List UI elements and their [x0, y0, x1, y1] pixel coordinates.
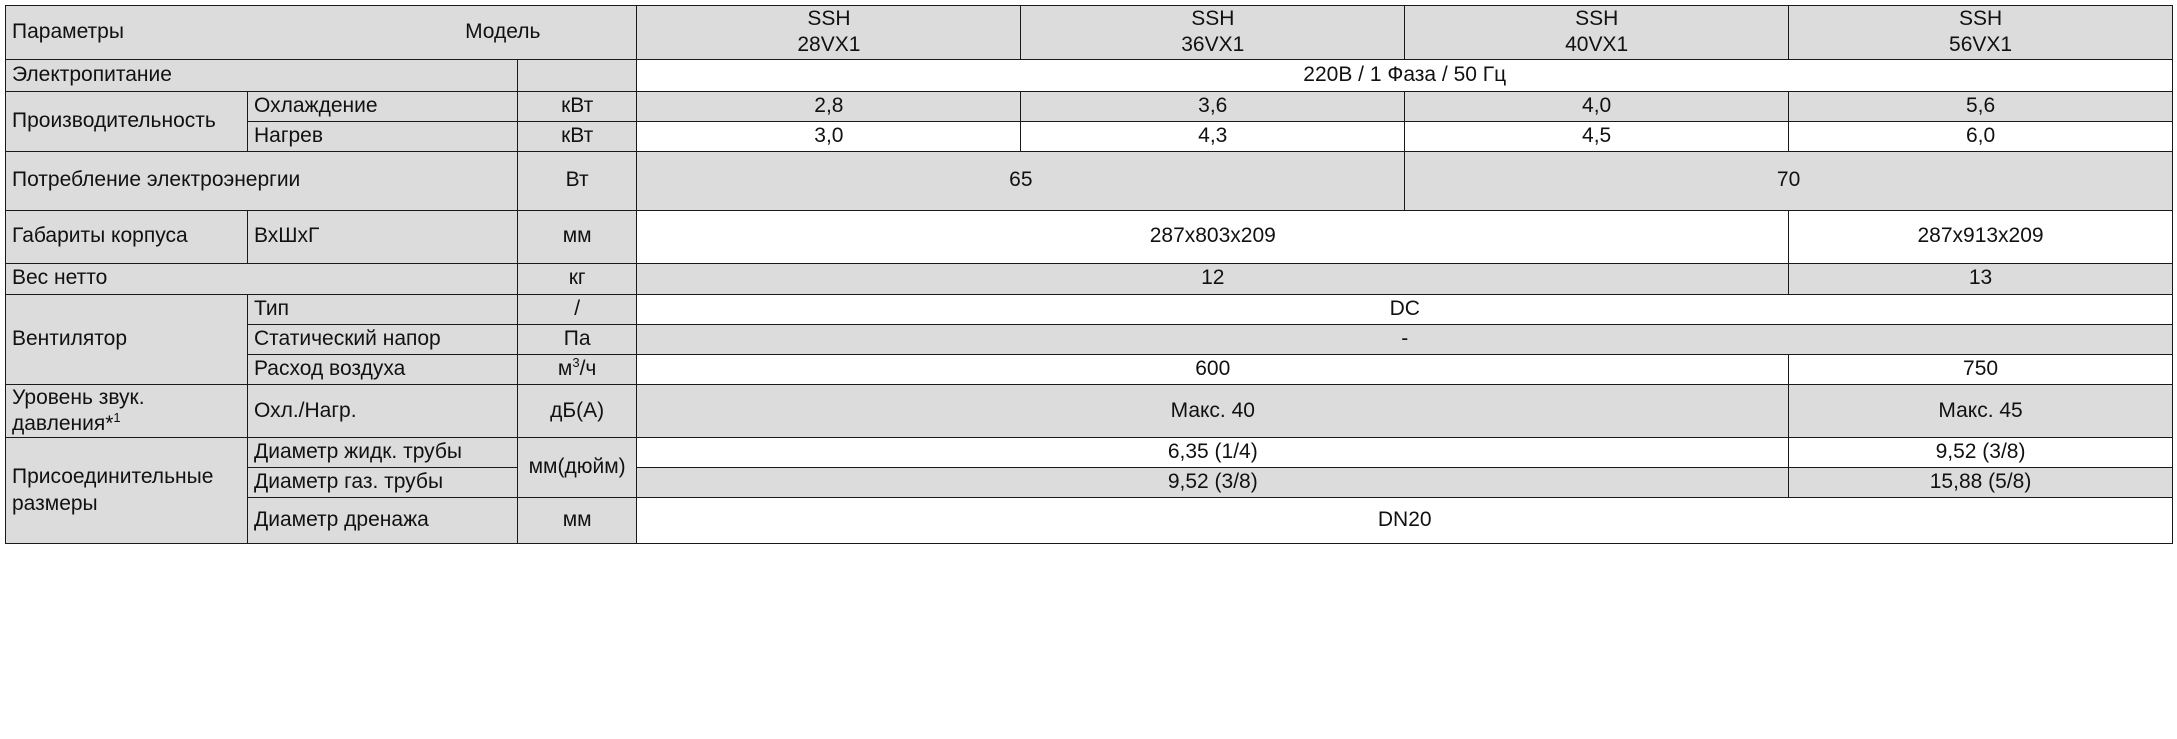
power-consumption-value: 70 — [1405, 151, 2173, 210]
pipe-unit: мм(дюйм) — [517, 438, 637, 498]
liquid-pipe-value: 9,52 (3/8) — [1789, 438, 2173, 468]
model-header-1 — [637, 6, 1021, 60]
params-label: Параметры — [12, 20, 124, 44]
net-weight-label: Вес нетто — [6, 263, 518, 294]
sound-value: Макс. 40 — [637, 384, 1789, 438]
header-row — [6, 6, 2173, 60]
fan-type-label: Тип — [248, 294, 518, 324]
model-1-line2: 28VX1 — [797, 33, 861, 57]
model-3-line1: SSH — [1575, 7, 1619, 30]
power-supply-label: Электропитание — [6, 59, 518, 91]
heating-label: Нагрев — [248, 121, 518, 151]
heating-value: 4,5 — [1405, 121, 1789, 151]
sound-label-sup: 1 — [113, 409, 121, 425]
power-supply-unit — [517, 59, 637, 91]
sound-label-line2-wrap — [12, 411, 241, 437]
capacity-cooling-row — [6, 91, 2173, 121]
model-1-line1: SSH — [807, 7, 851, 30]
model-header-2 — [1021, 6, 1405, 60]
connections-label-line2: размеры — [12, 491, 98, 515]
static-pressure-value: - — [637, 324, 2173, 354]
model-2-line2: 36VX1 — [1181, 33, 1245, 57]
fan-type-unit: / — [517, 294, 637, 324]
airflow-value: 750 — [1789, 354, 2173, 384]
gas-pipe-value: 15,88 (5/8) — [1789, 468, 2173, 498]
liquid-pipe-row — [6, 438, 2173, 468]
net-weight-value: 13 — [1789, 263, 2173, 294]
model-2-line1: SSH — [1191, 7, 1235, 30]
gas-pipe-row — [6, 468, 2173, 498]
params-model-header — [6, 6, 637, 60]
fan-type-value: DC — [637, 294, 2173, 324]
power-supply-row — [6, 59, 2173, 91]
dimensions-value: 287x913x209 — [1789, 210, 2173, 263]
cooling-value: 3,6 — [1021, 91, 1405, 121]
power-consumption-label: Потребление электроэнергии — [6, 151, 518, 210]
dimensions-row — [6, 210, 2173, 263]
gas-pipe-value: 9,52 (3/8) — [637, 468, 1789, 498]
dimensions-unit: мм — [517, 210, 637, 263]
airflow-value: 600 — [637, 354, 1789, 384]
drain-value: DN20 — [637, 498, 2173, 544]
power-consumption-row — [6, 151, 2173, 210]
net-weight-unit: кг — [517, 263, 637, 294]
net-weight-row — [6, 263, 2173, 294]
drain-label: Диаметр дренажа — [248, 498, 518, 544]
airflow-unit-base: м — [557, 356, 573, 380]
heating-unit: кВт — [517, 121, 637, 151]
dimensions-label: Габариты корпуса — [6, 210, 248, 263]
model-4-line1: SSH — [1958, 7, 2003, 30]
sound-label-line1: Уровень звук. — [12, 385, 145, 409]
dimensions-sub: ВхШхГ — [248, 210, 518, 263]
airflow-unit — [517, 354, 637, 384]
cooling-value: 2,8 — [637, 91, 1021, 121]
liquid-pipe-label: Диаметр жидк. трубы — [248, 438, 518, 468]
capacity-heating-row — [6, 121, 2173, 151]
connections-label-line1: Присоединительные — [12, 465, 214, 489]
gas-pipe-label: Диаметр газ. трубы — [248, 468, 518, 498]
liquid-pipe-value: 6,35 (1/4) — [637, 438, 1789, 468]
airflow-label: Расход воздуха — [248, 354, 518, 384]
model-4-line2: 56VX1 — [1949, 33, 2013, 57]
power-supply-value: 220В / 1 Фаза / 50 Гц — [637, 59, 2173, 91]
sound-value: Макс. 45 — [1789, 384, 2173, 438]
dimensions-value: 287x803x209 — [637, 210, 1789, 263]
airflow-unit-sup: 3 — [572, 354, 580, 370]
cooling-value: 5,6 — [1789, 91, 2173, 121]
model-3-line2: 40VX1 — [1565, 33, 1629, 57]
net-weight-value: 12 — [637, 263, 1789, 294]
sound-label-line2: давления* — [12, 411, 114, 435]
cooling-unit: кВт — [517, 91, 637, 121]
model-header-3 — [1405, 6, 1789, 60]
static-pressure-row — [6, 324, 2173, 354]
fan-label: Вентилятор — [6, 294, 248, 384]
sound-unit: дБ(А) — [517, 384, 637, 438]
fan-type-row — [6, 294, 2173, 324]
model-label: Модель — [465, 20, 541, 44]
model-header-4 — [1789, 6, 2173, 60]
power-consumption-unit: Вт — [517, 151, 637, 210]
cooling-value: 4,0 — [1405, 91, 1789, 121]
heating-value: 3,0 — [637, 121, 1021, 151]
connections-label — [6, 438, 248, 544]
sound-sub: Охл./Нагр. — [248, 384, 518, 438]
airflow-unit-tail: /ч — [579, 356, 597, 380]
airflow-row — [6, 354, 2173, 384]
capacity-label: Производительность — [6, 91, 248, 151]
heating-value: 6,0 — [1789, 121, 2173, 151]
power-consumption-value: 65 — [637, 151, 1405, 210]
static-pressure-label: Статический напор — [248, 324, 518, 354]
heating-value: 4,3 — [1021, 121, 1405, 151]
sound-label — [6, 384, 248, 438]
drain-row — [6, 498, 2173, 544]
spec-table-wrapper — [5, 5, 2173, 544]
static-pressure-unit: Па — [517, 324, 637, 354]
cooling-label: Охлаждение — [248, 91, 518, 121]
sound-row — [6, 384, 2173, 438]
spec-table — [5, 5, 2173, 544]
drain-unit: мм — [517, 498, 637, 544]
